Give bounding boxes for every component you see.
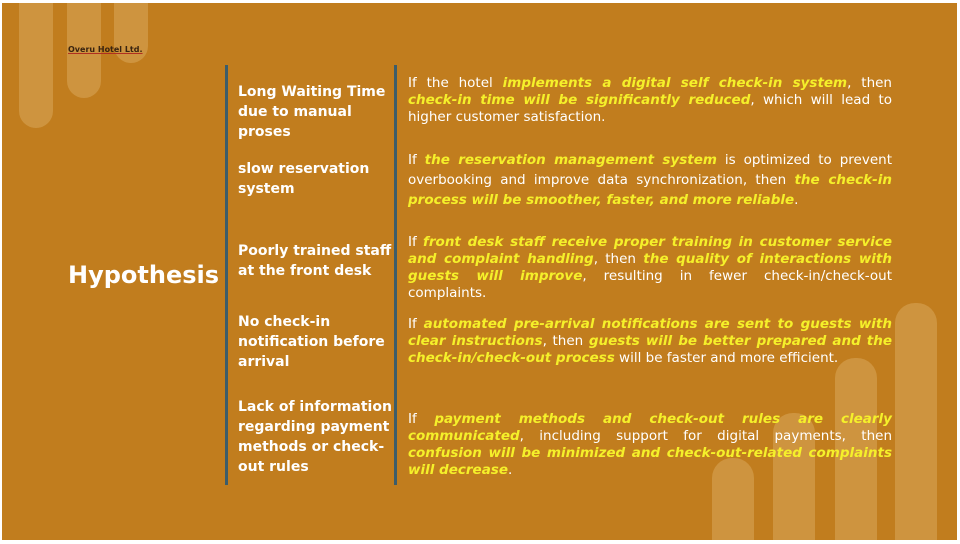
hypothesis-text (408, 75, 892, 126)
divider-middle (394, 65, 397, 485)
body-text: If (408, 152, 425, 168)
body-text: . (794, 192, 799, 208)
highlighted-text: payment methods and check-out rules are clearly communicated (408, 411, 892, 444)
problem-label: slow reservation system (238, 161, 370, 197)
highlighted-text: guests will be better prepared and the check-in/check-out process (408, 333, 893, 366)
problem-label: No check-in notification before arrival (238, 314, 385, 370)
body-text: , which will lead to higher customer satisfaction. (408, 92, 893, 125)
body-text: , including support for digital payments, then (519, 428, 892, 444)
body-text: . (508, 462, 513, 478)
decor-pill (114, 3, 148, 63)
divider-left (225, 65, 228, 485)
highlighted-text: implements a digital self check-in system (502, 75, 848, 91)
decor-pill (19, 3, 53, 128)
highlighted-text: the quality of interactions with guests will improve (408, 251, 892, 284)
slide (2, 3, 957, 540)
problem-label: Long Waiting Time due to manual proses (238, 84, 386, 140)
body-text: If (408, 234, 424, 250)
highlighted-text: the reservation management system (424, 152, 717, 168)
highlighted-text: the check-in process will be smoother, faster, and more reliable (408, 172, 892, 208)
body-text: is optimized to prevent overbooking and improve data synchronization, then (408, 152, 892, 188)
body-text: will be faster and more efficient. (614, 350, 839, 366)
body-text: , then (847, 75, 892, 91)
body-text: , then (542, 333, 589, 349)
highlighted-text: automated pre-arrival notifications are sent to guests with clear instructions (408, 316, 892, 349)
body-text: , resulting in fewer check-in/check-out complaints. (408, 268, 892, 301)
highlighted-text: confusion will be minimized and check-out-related complaints will decrease (408, 445, 892, 478)
highlighted-text: check-in time will be significantly reduced (408, 92, 751, 108)
decor-pill (895, 303, 937, 540)
hypothesis-text (408, 411, 892, 479)
problem-label: Poorly trained staff at the front desk (238, 243, 392, 279)
highlighted-text: front desk staff receive proper training in customer service and complaint handling (408, 234, 892, 267)
hypothesis-text (408, 234, 892, 302)
body-text: If (408, 316, 424, 332)
company-logo: Overu Hotel Ltd. (68, 45, 143, 54)
hypothesis-text (408, 316, 892, 367)
body-text: If the hotel (408, 75, 503, 91)
body-text: If (408, 411, 435, 427)
problem-label: Lack of information regarding payment methods or check-out rules (238, 399, 392, 475)
hypothesis-text (408, 150, 892, 210)
page-title: Hypothesis (68, 261, 220, 289)
body-text: , then (593, 251, 644, 267)
